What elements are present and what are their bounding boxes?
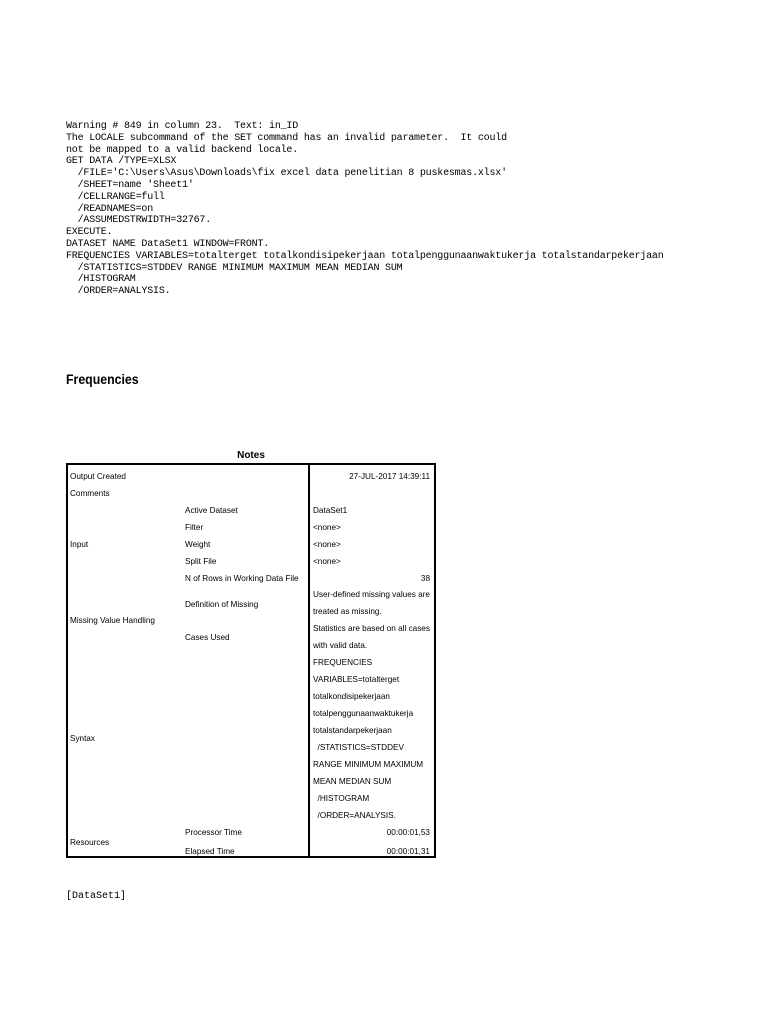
n-rows-value: 38	[420, 574, 430, 583]
log-line: EXECUTE.	[66, 227, 113, 239]
syntax-line: /HISTOGRAM	[313, 794, 370, 803]
syntax-line: MEAN MEDIAN SUM	[313, 777, 392, 786]
resources-label: Resources	[70, 838, 110, 847]
log-line: /READNAMES=on	[66, 203, 154, 215]
syntax-line: /ORDER=ANALYSIS.	[313, 811, 396, 820]
filter-label: Filter	[185, 523, 204, 532]
cases-used-line: with valid data.	[313, 641, 368, 650]
cases-used-label: Cases Used	[185, 633, 230, 642]
processor-time-value: 00:00:01,53	[386, 828, 430, 837]
elapsed-time-value: 00:00:01,31	[386, 847, 430, 856]
notes-table-title: Notes	[237, 450, 265, 461]
log-line: /CELLRANGE=full	[66, 191, 165, 203]
log-line: /FILE='C:\Users\Asus\Downloads\fix excel data penelitian 8 puskesmas.xlsx'	[66, 168, 507, 180]
log-line: GET DATA /TYPE=XLSX	[66, 156, 177, 168]
missing-value-handling-label: Missing Value Handling	[70, 616, 155, 625]
comments-label: Comments	[70, 489, 110, 498]
syntax-label: Syntax	[70, 734, 96, 743]
n-rows-label: N of Rows in Working Data File	[185, 574, 299, 583]
syntax-line: totalkondisipekerjaan	[313, 692, 390, 701]
cases-used-line: Statistics are based on all cases	[313, 624, 430, 633]
log-line: /HISTOGRAM	[66, 274, 136, 286]
section-title: Frequencies	[66, 371, 139, 387]
syntax-line: totalpenggunaanwaktukerja	[313, 709, 414, 718]
weight-value: <none>	[313, 540, 341, 549]
column-divider	[308, 465, 310, 856]
log-line: /ORDER=ANALYSIS.	[66, 286, 171, 298]
active-dataset-label: Active Dataset	[185, 506, 238, 515]
definition-of-missing-line: treated as missing.	[313, 607, 382, 616]
output-created-label: Output Created	[70, 472, 126, 481]
definition-of-missing-label: Definition of Missing	[185, 600, 259, 609]
active-dataset-value: DataSet1	[313, 506, 348, 515]
log-line: Warning # 849 in column 23. Text: in_ID	[66, 121, 299, 132]
weight-label: Weight	[185, 540, 211, 549]
log-line: /STATISTICS=STDDEV RANGE MINIMUM MAXIMUM MEAN MEDIAN SUM	[66, 262, 403, 274]
input-label: Input	[70, 540, 89, 549]
definition-of-missing-line: User-defined missing values are	[313, 590, 430, 599]
split-file-label: Split File	[185, 557, 217, 566]
syntax-log	[66, 121, 664, 298]
syntax-line: /STATISTICS=STDDEV	[313, 743, 404, 752]
log-line: FREQUENCIES VARIABLES=totalterget totalkondisipekerjaan totalpenggunaanwaktukerja totalstandarpekerjaan	[66, 250, 664, 262]
elapsed-time-label: Elapsed Time	[185, 847, 235, 856]
log-line: not be mapped to a valid backend locale.	[66, 144, 299, 156]
filter-value: <none>	[313, 523, 341, 532]
log-line: The LOCALE subcommand of the SET command has an invalid parameter. It could	[66, 132, 507, 144]
syntax-line: RANGE MINIMUM MAXIMUM	[313, 760, 424, 769]
log-line: DATASET NAME DataSet1 WINDOW=FRONT.	[66, 238, 270, 250]
notes-table	[66, 463, 436, 858]
processor-time-label: Processor Time	[185, 828, 242, 837]
log-line: /ASSUMEDSTRWIDTH=32767.	[66, 215, 212, 227]
syntax-line: VARIABLES=totalterget	[313, 675, 400, 684]
syntax-line: FREQUENCIES	[313, 658, 373, 667]
syntax-line: totalstandarpekerjaan	[313, 726, 392, 735]
split-file-value: <none>	[313, 557, 341, 566]
output-created-value: 27-JUL-2017 14:39:11	[349, 472, 430, 481]
log-line: /SHEET=name 'Sheet1'	[66, 179, 194, 191]
dataset-reference: [DataSet1]	[66, 891, 127, 902]
